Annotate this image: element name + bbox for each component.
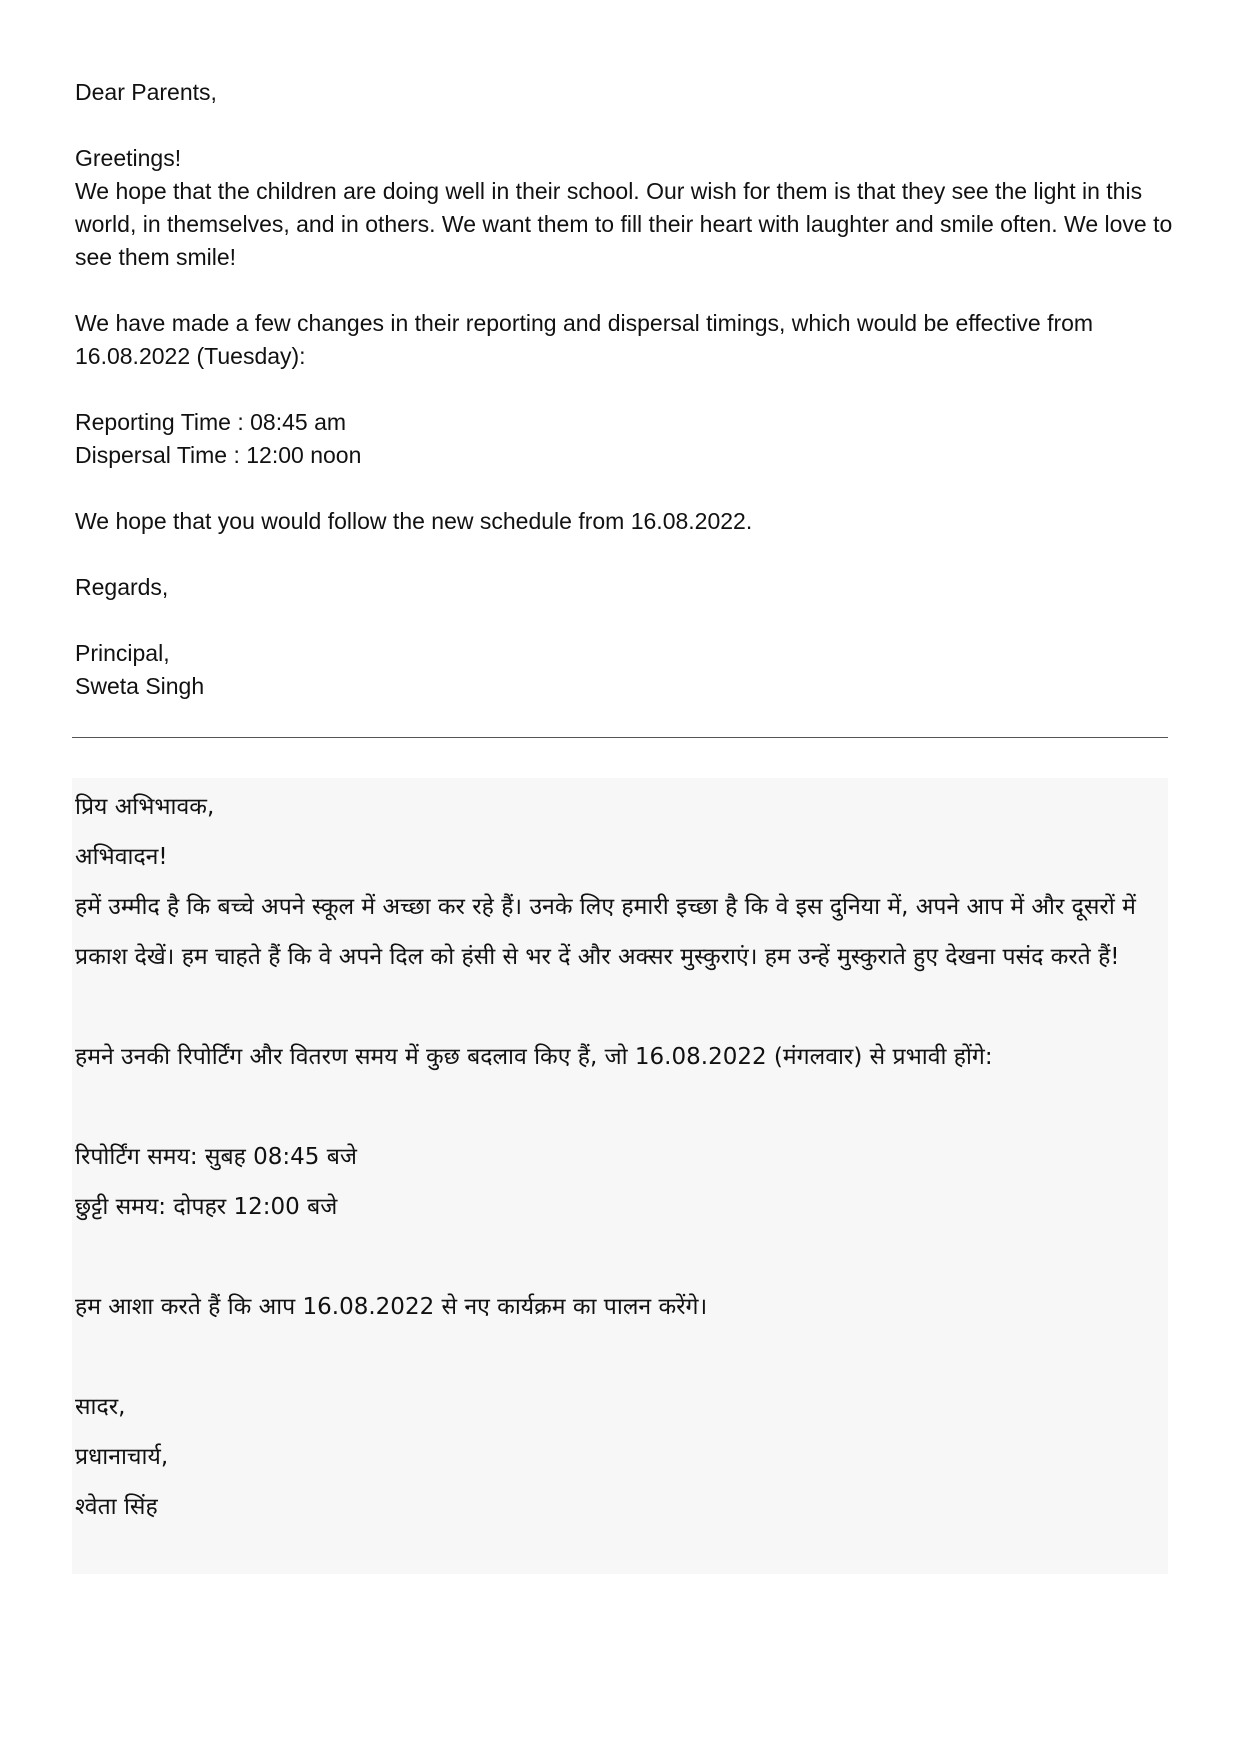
spacer [75,982,1165,1032]
hindi-salutation: प्रिय अभिभावक, [75,794,215,820]
hindi-paragraph-2: हमने उनकी रिपोर्टिंग और वितरण समय में कुछ बदलाव किए हैं, जो 16.08.2022 (मंगलवार) से प्रभावी होंगे: [75,1044,993,1070]
english-paragraph-1: We hope that the children are doing well in their school. Our wish for them is that they see the light in this world, in themselves, and in others. We want them to fill their heart with laughter and smile often. We love to see them smile! [75,178,1173,270]
hindi-reporting-time: रिपोर्टिंग समय: सुबह 08:45 बजे [75,1144,357,1170]
english-salutation: Dear Parents, [75,79,217,105]
english-closing: Regards, [75,574,169,600]
english-paragraph-3: We hope that you would follow the new schedule from 16.08.2022. [75,508,753,534]
spacer [75,538,1175,571]
hindi-signatory-name: श्वेता सिंह [75,1494,158,1520]
spacer [75,472,1175,505]
spacer [75,604,1175,637]
hindi-closing: सादर, [75,1394,126,1420]
spacer [75,1232,1165,1282]
english-signatory-title: Principal, [75,640,170,666]
spacer [75,274,1175,307]
hindi-paragraph-1: हमें उम्मीद है कि बच्चे अपने स्कूल में अच्छा कर रहे हैं। उनके लिए हमारी इच्छा है कि वे इस दुनिया में, अपने आप में और दूसरों में प्रकाश देखें। हम चाहते हैं कि वे अपने दिल को हंसी से भर दें और अक्सर मुस्कुराएं। हम उन्हें मुस्कुराते हुए देखना पसंद करते हैं! [75,894,1136,970]
spacer [75,1332,1165,1382]
hindi-paragraph-3: हम आशा करते हैं कि आप 16.08.2022 से नए कार्यक्रम का पालन करेंगे। [75,1294,708,1320]
hindi-greeting: अभिवादन! [75,844,168,870]
hindi-letter [75,782,1165,1532]
english-dispersal-time: Dispersal Time : 12:00 noon [75,442,362,468]
spacer [75,109,1175,142]
english-signatory-name: Sweta Singh [75,673,205,699]
section-divider [72,737,1168,738]
english-reporting-time: Reporting Time : 08:45 am [75,409,347,435]
english-greeting: Greetings! [75,145,182,171]
hindi-dispersal-time: छुट्टी समय: दोपहर 12:00 बजे [75,1194,338,1220]
spacer [75,1082,1165,1132]
spacer [75,373,1175,406]
hindi-signatory-title: प्रधानाचार्य, [75,1444,169,1470]
english-paragraph-2: We have made a few changes in their reporting and dispersal timings, which would be effective from 16.08.2022 (Tuesday): [75,310,1094,369]
english-letter [75,76,1175,703]
